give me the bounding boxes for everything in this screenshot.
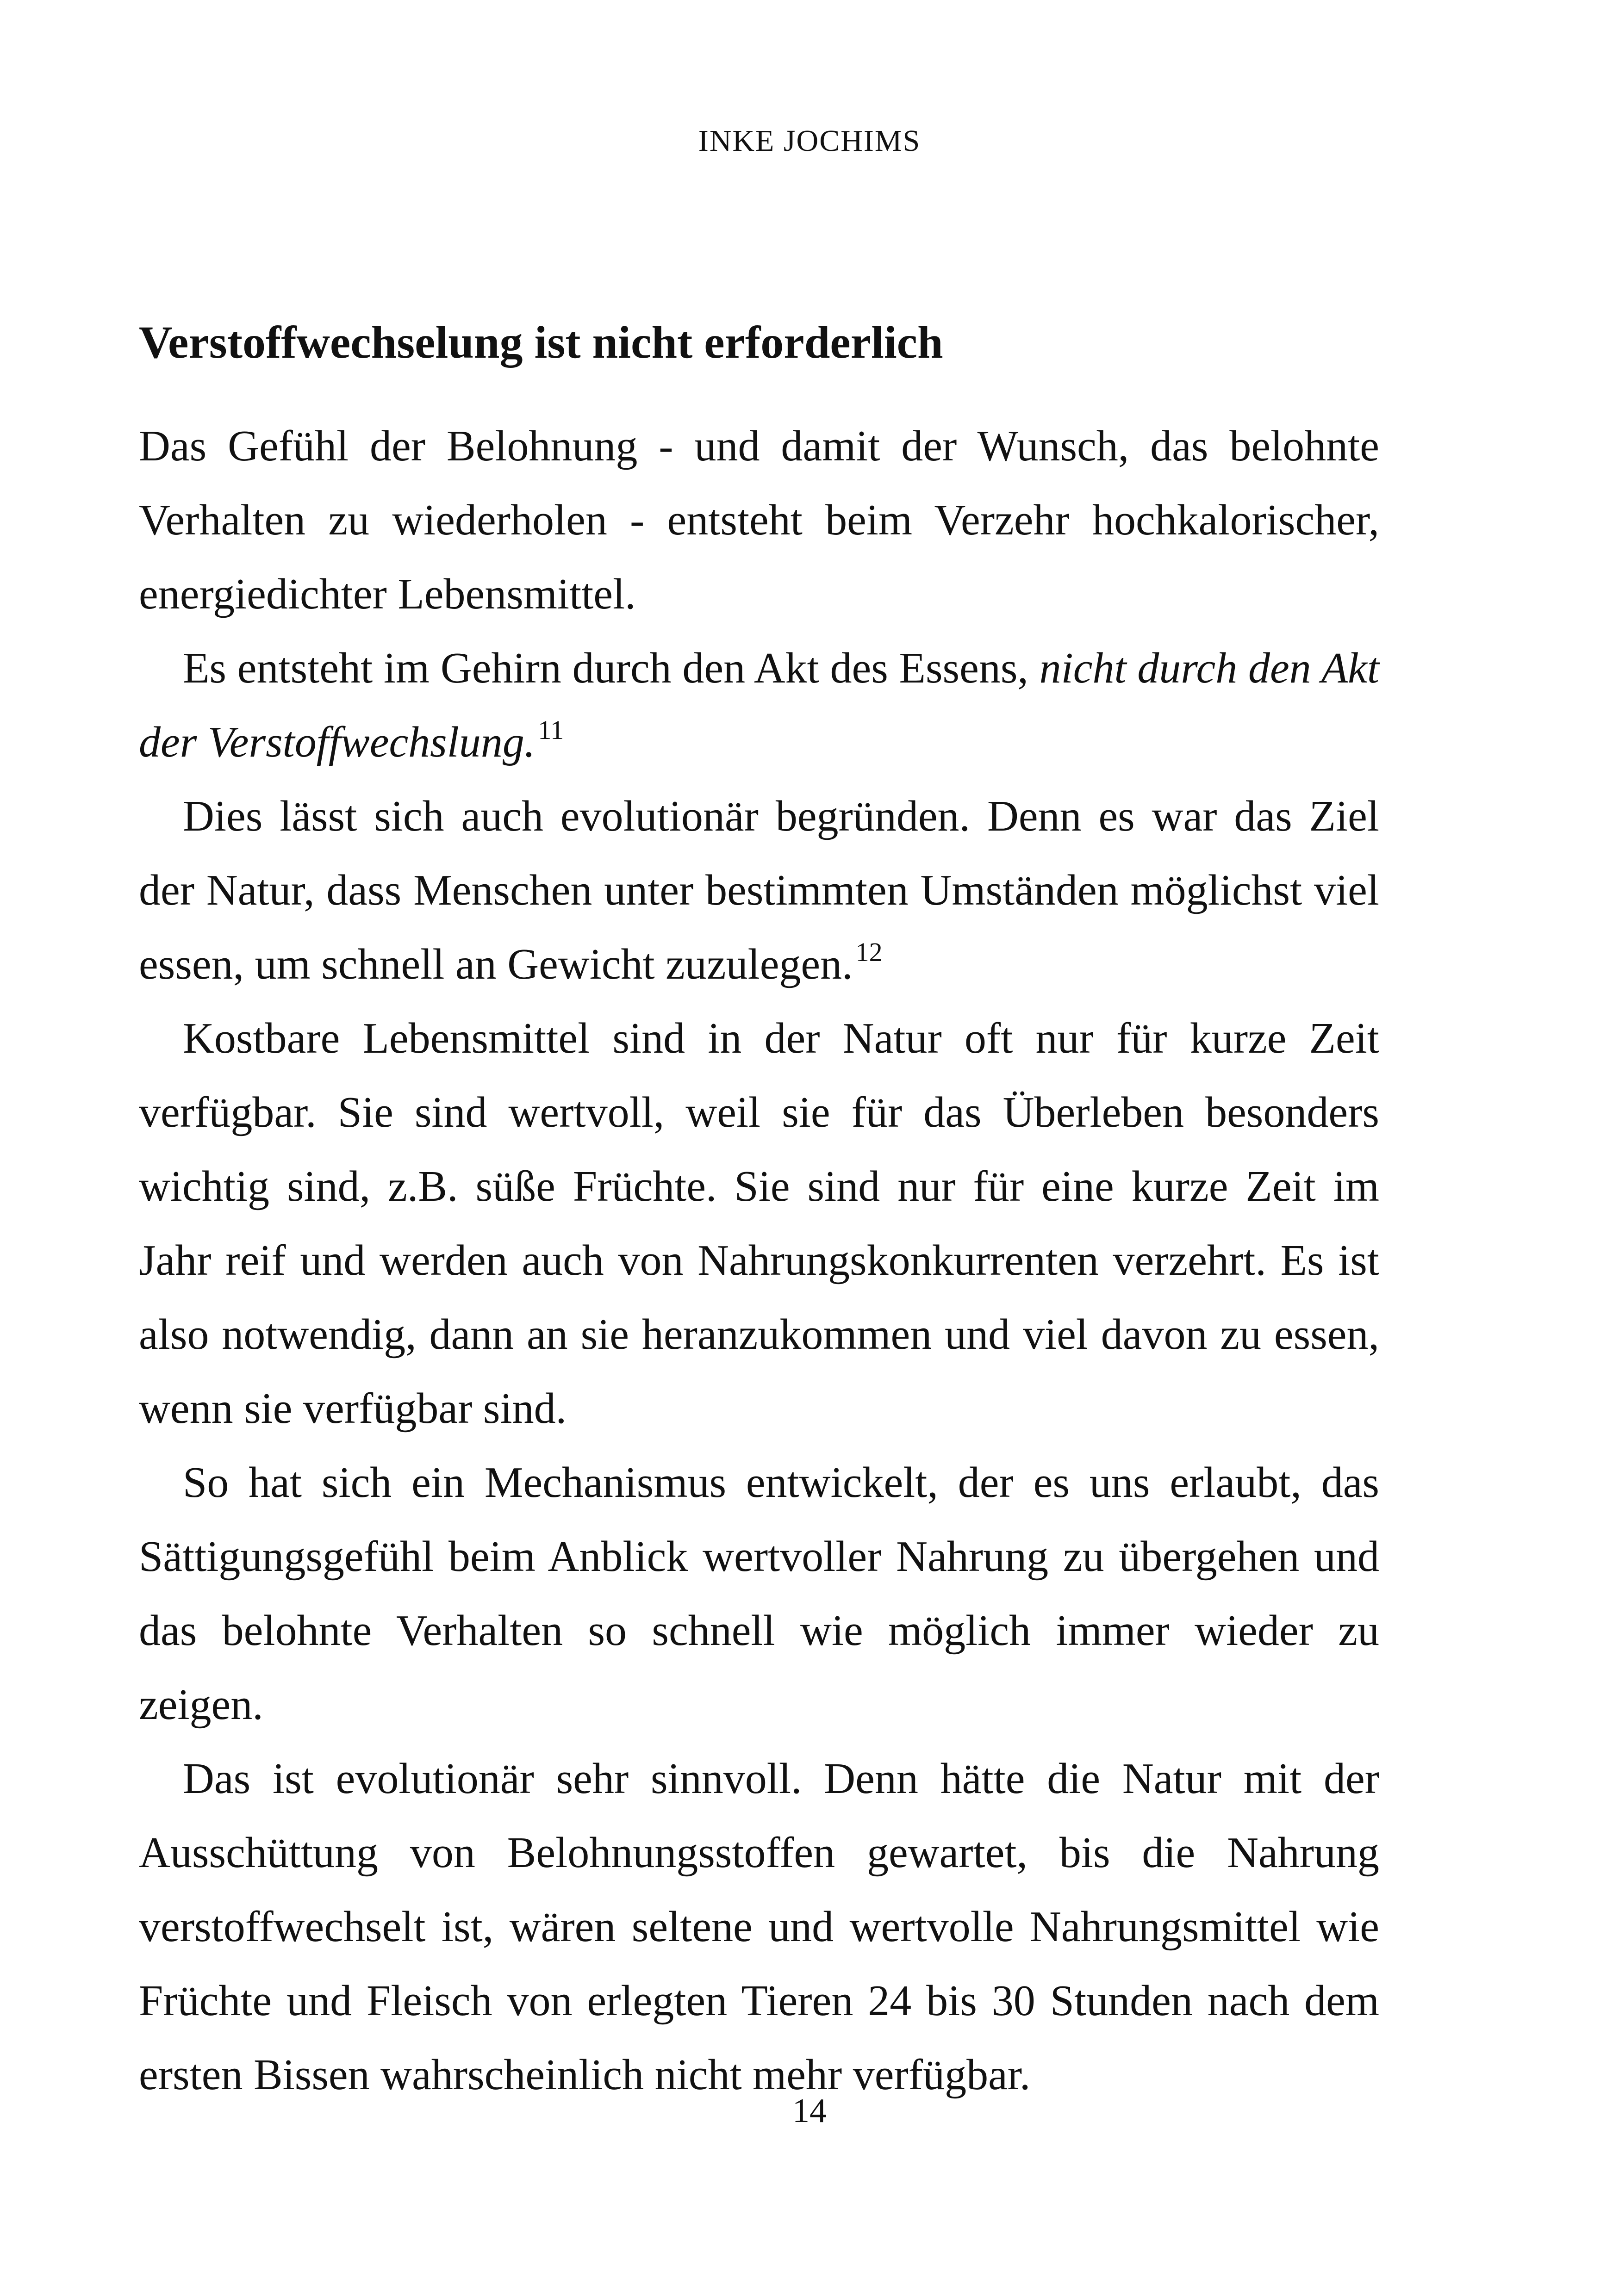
footnote-marker: 11 <box>538 715 564 745</box>
paragraph: Das Gefühl der Belohnung - und damit der Wunsch, das belohnte Verhalten zu wiederholen - entsteht beim Verzehr hochkalorischer, energiedichter Lebensmittel. <box>139 422 1379 618</box>
italic-emphasis: nicht durch den Akt der Verstoffwechslung. <box>139 644 1379 766</box>
paragraph: So hat sich ein Mechanismus entwickelt, der es uns erlaubt, das Sättigungsgefühl beim Anblick wertvoller Nahrung zu übergehen und das belohnte Verhalten so schnell wie möglich immer wieder zu zeigen. <box>139 1458 1379 1729</box>
running-header: INKE JOCHIMS <box>698 124 921 158</box>
paragraph: Das ist evolutionär sehr sinnvoll. Denn hätte die Natur mit der Ausschüttung von Belohnungsstoffen gewartet, bis die Nahrung verstoffwechselt ist, wären seltene und wertvolle Nahrungsmittel wie Früchte und Fleisch von erlegten Tieren 24 bis 30 Stunden nach dem ersten Bissen wahrscheinlich nicht mehr verfügbar. <box>139 1755 1379 2099</box>
paragraph: Kostbare Lebensmittel sind in der Natur oft nur für kurze Zeit verfügbar. Sie sind wertvoll, weil sie für das Überleben besonders wichtig sind, z.B. süße Früchte. Sie sind nur für eine kurze Zeit im Jahr reif und werden auch von Nahrungskonkurrenten verzehrt. Es ist also notwendig, dann an sie heranzukommen und viel davon zu essen, wenn sie verfügbar sind. <box>139 1014 1379 1433</box>
paragraph-text: Dies lässt sich auch evolutionär begründen. Denn es war das Ziel der Natur, dass Menschen unter bestimmten Umständen möglichst viel essen, um schnell an Gewicht zuzulegen. <box>139 792 1379 988</box>
chapter-heading: Verstoffwechselung ist nicht erforderlich <box>139 316 943 368</box>
page-number: 14 <box>792 2092 827 2130</box>
footnote-marker: 12 <box>855 937 883 967</box>
paragraph <box>139 779 1379 1001</box>
paragraph <box>139 631 1379 779</box>
paragraph-text: Es entsteht im Gehirn durch den Akt des Essens, <box>183 644 1040 692</box>
body-text <box>139 409 1379 2112</box>
page-content <box>139 315 1379 2112</box>
